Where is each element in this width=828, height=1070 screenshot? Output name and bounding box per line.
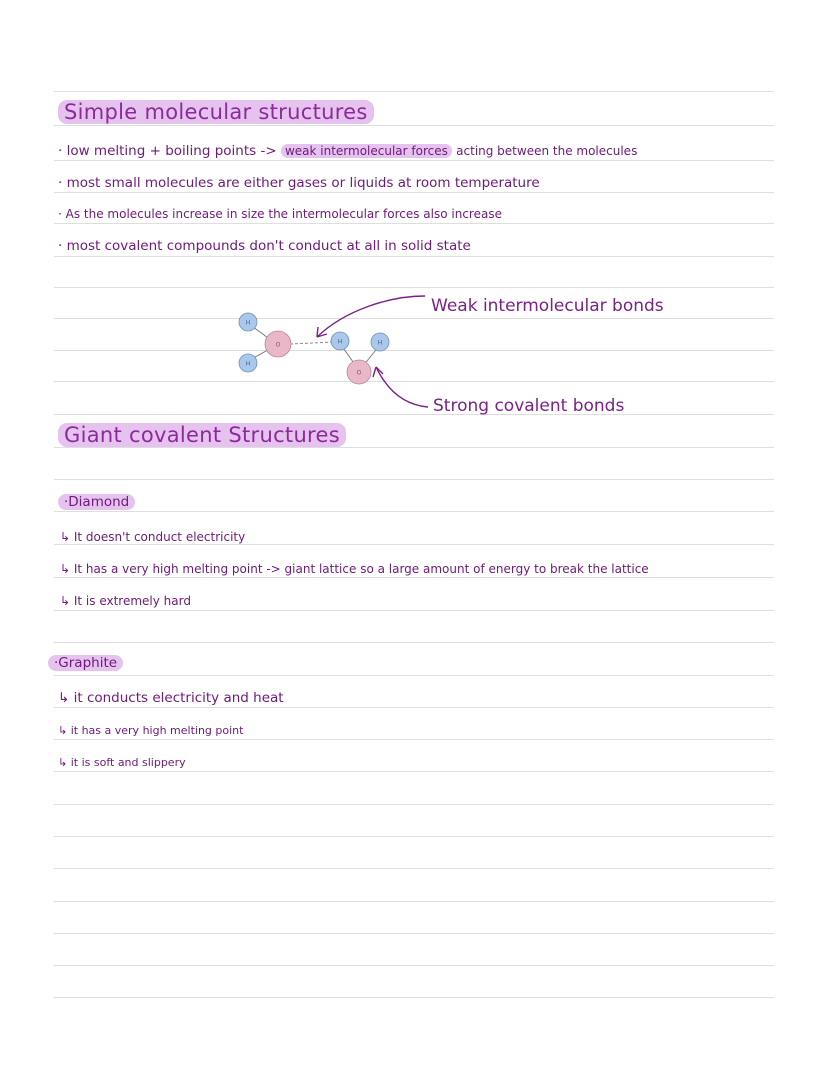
intermolecular-bond-line — [290, 342, 334, 344]
bullet-conductivity: · most covalent compounds don't conduct at all in solid state — [58, 238, 471, 254]
hydrogen-label: H — [337, 338, 343, 346]
strong-bond-arrow — [376, 367, 428, 407]
subheading-graphite: ·Graphite — [48, 655, 123, 671]
oxygen-label: O — [275, 341, 281, 349]
weak-bond-arrow — [317, 296, 425, 337]
hydrogen-label: H — [245, 319, 251, 327]
graphite-point: ↳ it is soft and slippery — [58, 756, 186, 769]
diamond-point: ↳ It has a very high melting point -> giant lattice so a large amount of energy to break the lattice — [60, 562, 649, 576]
hydrogen-label: H — [377, 339, 383, 347]
section-title-simple-molecular: Simple molecular structures — [58, 100, 374, 124]
graphite-point: ↳ it conducts electricity and heat — [58, 690, 284, 706]
section-title-giant-covalent: Giant covalent Structures — [58, 423, 346, 447]
label-strong-covalent: Strong covalent bonds — [433, 396, 625, 416]
subheading-diamond: ·Diamond — [58, 494, 135, 510]
bullet-melting-points: · low melting + boiling points -> weak intermolecular forces acting between the molecules — [58, 143, 638, 159]
hydrogen-label: H — [245, 360, 251, 368]
oxygen-label: O — [356, 369, 362, 377]
bullet-gases-liquids: · most small molecules are either gases or liquids at room temperature — [58, 175, 540, 191]
label-weak-intermolecular: Weak intermolecular bonds — [431, 296, 664, 316]
diamond-point: ↳ It is extremely hard — [60, 594, 191, 608]
bullet-molecule-size: · As the molecules increase in size the intermolecular forces also increase — [58, 207, 502, 221]
diamond-point: ↳ It doesn't conduct electricity — [60, 530, 246, 544]
graphite-point: ↳ it has a very high melting point — [58, 724, 244, 737]
